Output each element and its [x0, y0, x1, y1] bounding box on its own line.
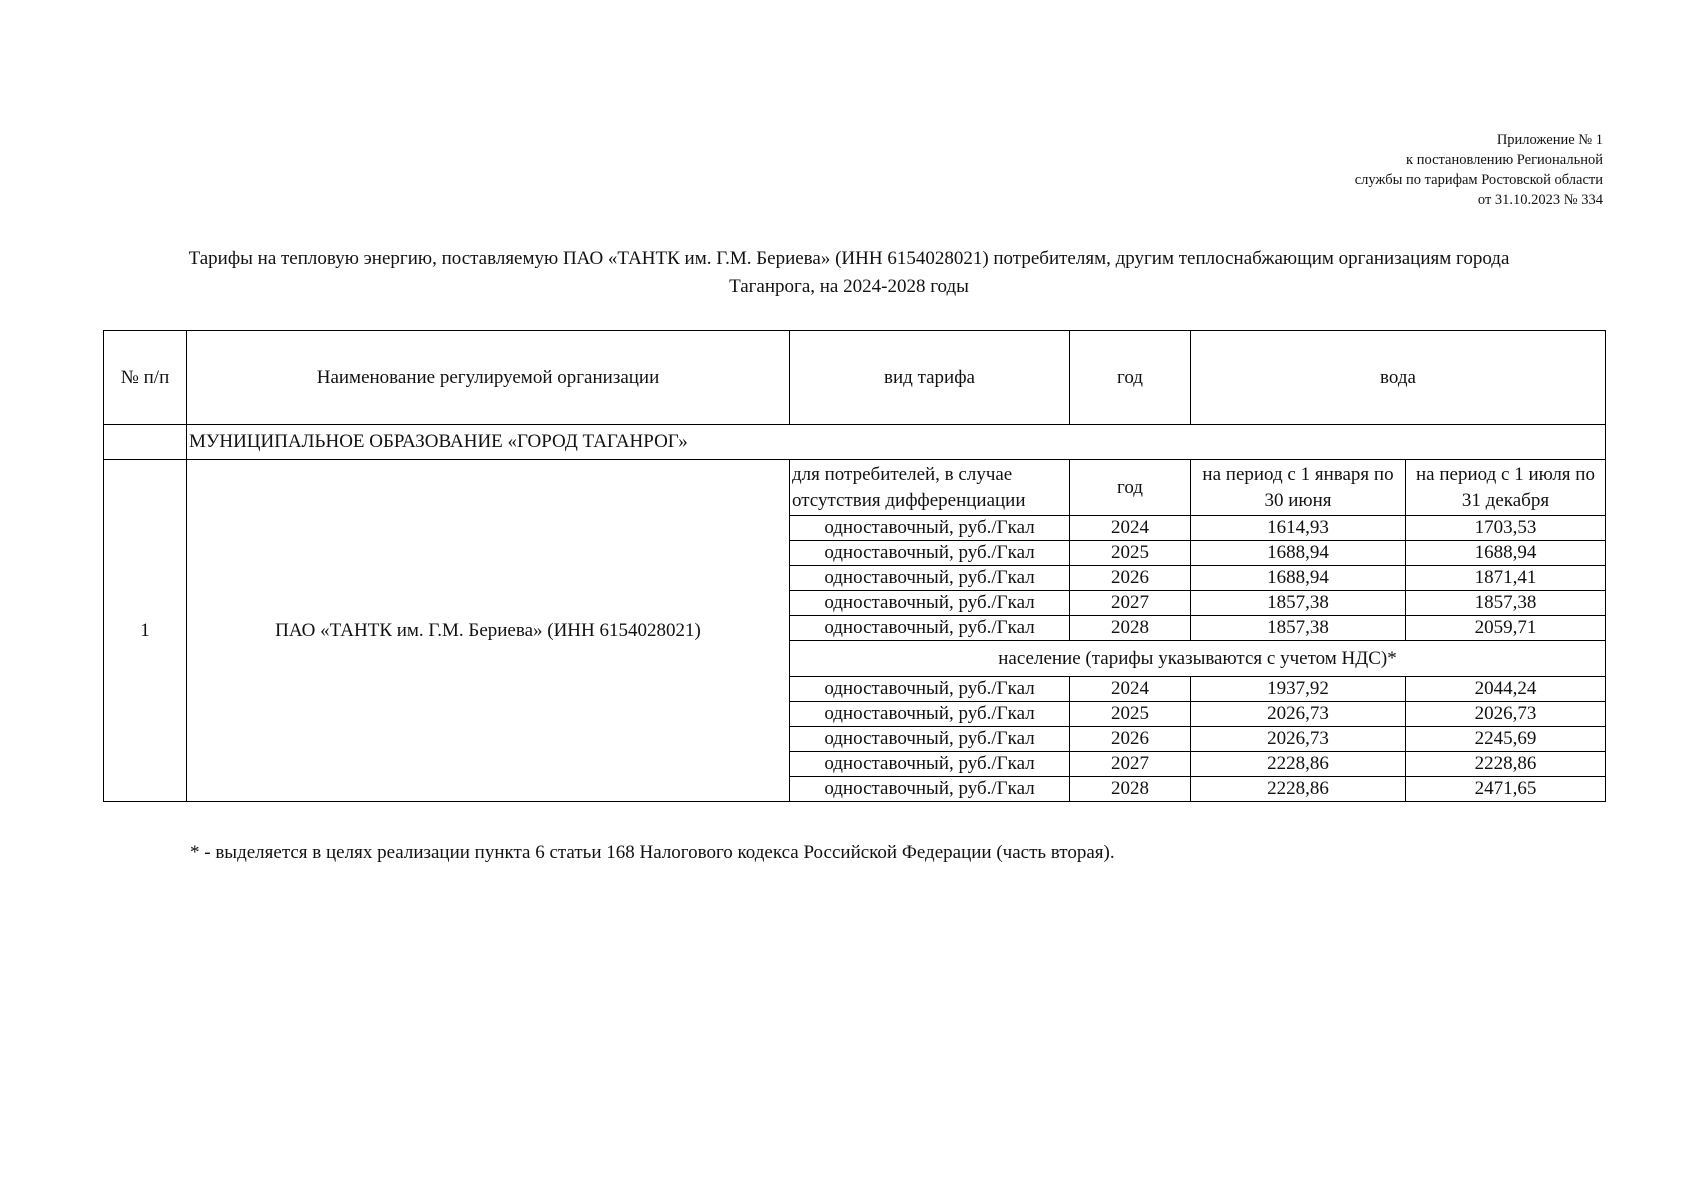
tariff-period1: 1688,94 [1191, 566, 1406, 591]
title-line: Таганрога, на 2024-2028 годы [729, 276, 969, 297]
tariff-period2: 1703,53 [1406, 516, 1606, 541]
tariff-year: 2025 [1070, 702, 1191, 727]
header-year: год [1070, 331, 1191, 425]
municipality-name: МУНИЦИПАЛЬНОЕ ОБРАЗОВАНИЕ «ГОРОД ТАГАНРОГ» [187, 425, 1606, 460]
appendix-header [1355, 130, 1603, 210]
appendix-line: к постановлению Региональной [1406, 152, 1603, 168]
tariff-period1: 2228,86 [1191, 752, 1406, 777]
tariff-year: 2028 [1070, 777, 1191, 802]
tariff-type: одноставочный, руб./Гкал [790, 591, 1070, 616]
header-tariff: вид тарифа [790, 331, 1070, 425]
tariff-period2: 2471,65 [1406, 777, 1606, 802]
appendix-line: от 31.10.2023 № 334 [1477, 192, 1603, 208]
period1-header: на период с 1 января по 30 июня [1191, 460, 1406, 516]
tariff-table [103, 330, 1606, 802]
municipality-row [104, 425, 1606, 460]
tariff-year: 2027 [1070, 752, 1191, 777]
tariff-type: одноставочный, руб./Гкал [790, 566, 1070, 591]
period2-header: на период с 1 июля по 31 декабря [1406, 460, 1606, 516]
tariff-period2: 1688,94 [1406, 541, 1606, 566]
tariff-period1: 1857,38 [1191, 591, 1406, 616]
appendix-line: Приложение № 1 [1496, 132, 1603, 148]
header-num: № п/п [104, 331, 187, 425]
tariff-period2: 2044,24 [1406, 677, 1606, 702]
municipality-num-cell [104, 425, 187, 460]
header-org: Наименование регулируемой организации [187, 331, 790, 425]
tariff-type: одноставочный, руб./Гкал [790, 752, 1070, 777]
tariff-period2: 2228,86 [1406, 752, 1606, 777]
tariff-year: 2028 [1070, 616, 1191, 641]
tariff-period1: 1857,38 [1191, 616, 1406, 641]
tariff-period1: 2228,86 [1191, 777, 1406, 802]
tariff-period1: 1688,94 [1191, 541, 1406, 566]
tariff-period1: 2026,73 [1191, 702, 1406, 727]
tariff-type: одноставочный, руб./Гкал [790, 516, 1070, 541]
organization-name: ПАО «ТАНТК им. Г.М. Бериева» (ИНН 6154028021) [187, 460, 790, 802]
tariff-period2: 2059,71 [1406, 616, 1606, 641]
appendix-line: службы по тарифам Ростовской области [1354, 172, 1603, 188]
document-title [90, 245, 1608, 301]
tariff-period1: 1614,93 [1191, 516, 1406, 541]
sub-header-row [104, 460, 1606, 516]
header-water: вода [1191, 331, 1606, 425]
tariff-year: 2024 [1070, 677, 1191, 702]
table-header-row [104, 331, 1606, 425]
tariff-type: одноставочный, руб./Гкал [790, 541, 1070, 566]
consumers-label: для потребителей, в случае отсутствия дифференциации [790, 460, 1070, 516]
tariff-period2: 1871,41 [1406, 566, 1606, 591]
tariff-period2: 2026,73 [1406, 702, 1606, 727]
tariff-type: одноставочный, руб./Гкал [790, 616, 1070, 641]
tariff-year: 2026 [1070, 566, 1191, 591]
tariff-type: одноставочный, руб./Гкал [790, 777, 1070, 802]
tariff-type: одноставочный, руб./Гкал [790, 727, 1070, 752]
title-line: Тарифы на тепловую энергию, поставляемую ПАО «ТАНТК им. Г.М. Бериева» (ИНН 6154028021) потребителям, другим теплоснабжающим организациям города [188, 248, 1510, 269]
tariff-period2: 1857,38 [1406, 591, 1606, 616]
tariff-year: 2025 [1070, 541, 1191, 566]
row-number: 1 [104, 460, 187, 802]
population-header: население (тарифы указываются с учетом НДС)* [790, 641, 1606, 677]
tariff-period1: 2026,73 [1191, 727, 1406, 752]
tariff-type: одноставочный, руб./Гкал [790, 677, 1070, 702]
footnote: * - выделяется в целях реализации пункта 6 статьи 168 Налогового кодекса Российской Федерации (часть вторая). [190, 842, 1115, 863]
tariff-year: 2027 [1070, 591, 1191, 616]
tariff-period1: 1937,92 [1191, 677, 1406, 702]
tariff-year: 2024 [1070, 516, 1191, 541]
tariff-period2: 2245,69 [1406, 727, 1606, 752]
sub-header-year: год [1070, 460, 1191, 516]
tariff-type: одноставочный, руб./Гкал [790, 702, 1070, 727]
tariff-year: 2026 [1070, 727, 1191, 752]
